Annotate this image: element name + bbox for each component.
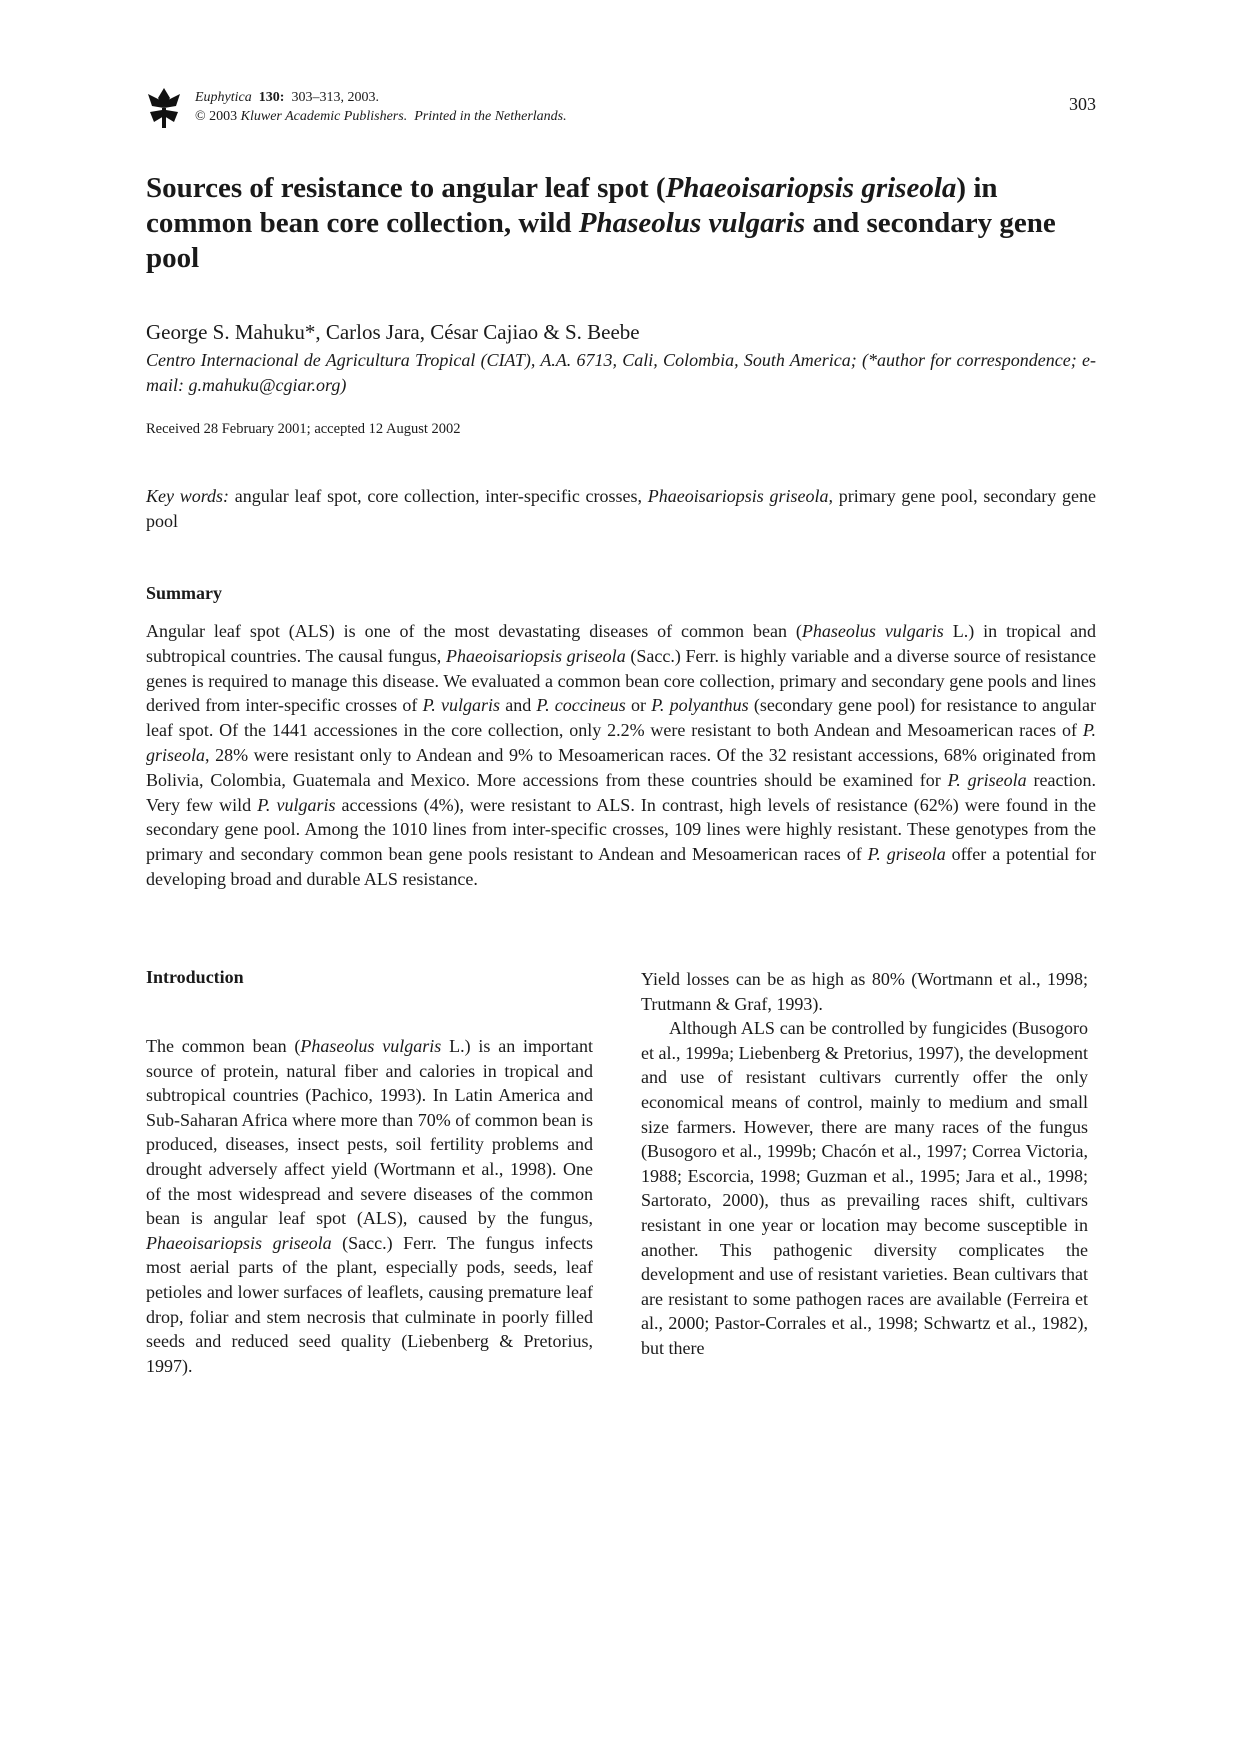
keywords-species: Phaeoisariopsis griseola, (647, 486, 833, 506)
journal-citation (195, 88, 567, 126)
publisher: Kluwer Academic Publishers. (240, 109, 408, 124)
paper-title (146, 171, 1096, 276)
summary-text: reaction. Very few wild (146, 769, 1096, 815)
summary-text: accessions (4%), were resistant to ALS. In contrast, high levels of resistance (62%) were found in the secondary gene pool. Among the 1010 lines from inter-specific crosses, 109 lines were highly resistant. These genotypes from the primary and secondary common bean gene pools resistant to Andean and Mesoamerican races of (146, 794, 1096, 865)
summary-species: P. vulgaris (257, 794, 336, 815)
running-header (146, 86, 1096, 136)
affiliation: Centro Internacional de Agricultura Tropical (CIAT), A.A. 6713, Cali, Colombia, South America; (*author for correspondence; e-mail: g.mahuku@cgiar.org) (146, 350, 1096, 395)
title-text: Sources of resistance to angular leaf spot ( (146, 172, 666, 204)
intro-paragraph (146, 1034, 593, 1378)
summary-species: P. griseola (146, 720, 1096, 765)
journal-name: Euphytica (195, 90, 252, 105)
intro-text: L.) is an important source of protein, natural fiber and calories in tropical and subtropical countries (Pachico, 1993). In Latin America and Sub-Saharan Africa where more than 70% of common bean is produced, diseases, insect pests, soil fertility problems and drought adversely affect yield (Wortmann et al., 1998). One of the most widespread and severe diseases of the common bean is angular leaf spot (ALS), caused by the fungus, (146, 1036, 594, 1229)
title-text: and secondary gene pool (146, 207, 1056, 274)
page-number: 303 (1069, 94, 1096, 114)
intro-paragraph: Although ALS can be controlled by fungicides (Busogoro et al., 1999a; Liebenberg & Pretorius, 1997), the development and use of resistant cultivars currently offer the only economical means of control, mainly to medium and small size farmers. However, there are many races of the fungus (Busogoro et al., 1999b; Chacón et al., 1997; Correa Victoria, 1988; Escorcia, 1998; Guzman et al., 1995; Jara et al., 1998; Sartorato, 2000), thus as prevailing races shift, cultivars resistant in one year or location may become susceptible in another. This pathogenic diversity complicates the development and use of resistant varieties. Bean cultivars that are resistant to some pathogen races are available (Ferreira et al., 2000; Pastor-Corrales et al., 1998; Schwartz et al., 1982), but there (641, 1018, 1088, 1358)
intro-text: The common bean ( (146, 1036, 301, 1056)
title-species: Phaseolus vulgaris (578, 207, 806, 239)
title-species: Phaeoisariopsis griseola (665, 172, 957, 204)
summary-species: P. griseola (947, 769, 1027, 790)
summary-text: (secondary gene pool) for resistance to angular leaf spot. Of the 1441 accessiones in the core collection, only 2.2% were resistant to both Andean and Mesoamerican races of (146, 695, 1096, 741)
right-column (641, 967, 1088, 1361)
intro-species: Phaseolus vulgaris (300, 1036, 442, 1056)
keywords-text: angular leaf spot, core collection, inter-specific crosses, (229, 486, 648, 506)
author-list: George S. Mahuku*, Carlos Jara, César Cajiao & S. Beebe (146, 320, 640, 344)
summary-text: L.) in tropical and subtropical countries. The causal fungus, (146, 621, 1097, 666)
intro-text: (Sacc.) Ferr. The fungus infects most aerial parts of the plant, especially pods, seeds, leaf petioles and lower surfaces of leaflets, causing premature leaf drop, foliar and stem necrosis that culminate in poorly filled seeds and reduced seed quality (Liebenberg & Pretorius, 1997). (146, 1232, 593, 1376)
copyright: © 2003 (195, 109, 238, 124)
received-date: Received 28 February 2001; accepted 12 August 2002 (146, 421, 461, 437)
summary-species: P. polyanthus (651, 695, 749, 716)
journal-pages: 303–313, 2003. (291, 90, 379, 105)
summary-heading: Summary (146, 583, 222, 603)
publisher-logo-icon (146, 86, 182, 130)
summary-species: Phaseolus vulgaris (801, 621, 944, 641)
summary-text: offer a potential for developing broad and durable ALS resistance. (146, 844, 1096, 889)
keywords (146, 484, 1096, 534)
summary-species: P. coccineus (536, 695, 626, 716)
keywords-text: primary gene pool, secondary gene pool (146, 486, 1096, 531)
summary-species: P. vulgaris (422, 695, 500, 716)
summary-text: (Sacc.) Ferr. is highly variable and a diverse source of resistance genes is required to manage this disease. We evaluated a common bean core collection, primary and secondary gene pools and lines derived from inter-specific crosses of (146, 645, 1097, 716)
summary-text: and (500, 695, 537, 716)
printed-location: Printed in the Netherlands. (414, 109, 567, 124)
summary-text: or (625, 695, 652, 716)
intro-paragraph-continued: Yield losses can be as high as 80% (Wortmann et al., 1998; Trutmann & Graf, 1993). (641, 969, 1088, 1014)
summary-species: P. griseola (867, 844, 946, 865)
summary-species: Phaeoisariopsis griseola (446, 645, 626, 666)
introduction-heading: Introduction (146, 967, 244, 987)
intro-species: Phaeoisariopsis griseola (146, 1232, 332, 1253)
summary-paragraph (146, 619, 1096, 892)
summary-text: , 28% were resistant only to Andean and 9% to Mesoamerican races. Of the 32 resistant accessions, 68% originated from Bolivia, Colombia, Guatemala and Mexico. More accessions from these countries should be examined for (146, 744, 1096, 790)
summary-text: Angular leaf spot (ALS) is one of the most devastating diseases of common bean ( (146, 621, 802, 641)
title-text: ) in common bean core collection, wild (146, 172, 998, 239)
left-column (146, 1034, 593, 1378)
journal-volume: 130: (258, 90, 285, 105)
keywords-label: Key words: (146, 486, 230, 506)
